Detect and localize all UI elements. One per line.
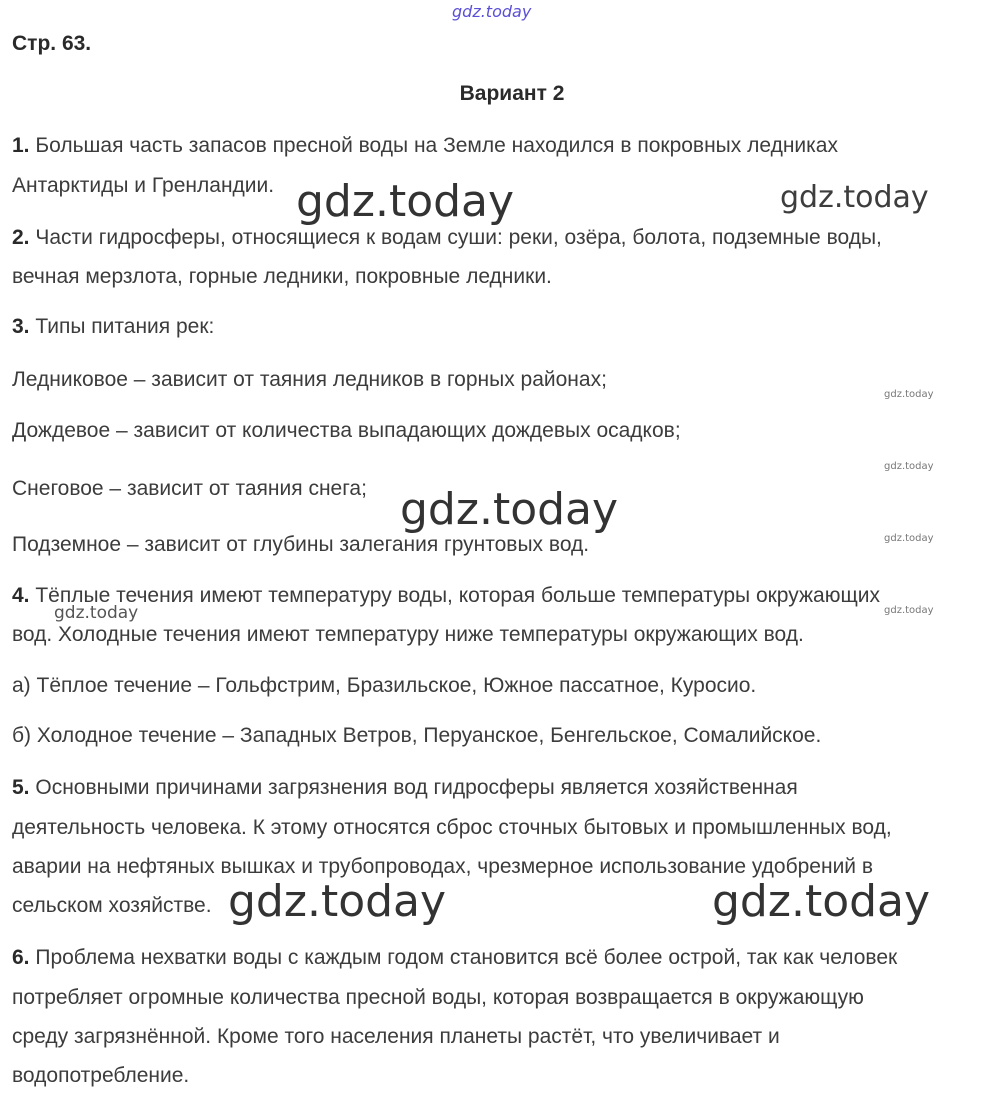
answer-1-line-1: 1. Большая часть запасов пресной воды на Земле находился в покровных ледниках [12, 134, 838, 157]
watermark: gdz.today [54, 603, 139, 623]
answer-5-number: 5. [12, 776, 30, 799]
river-feeding-rain: Дождевое – зависит от количества выпадающих дождевых осадков; [12, 419, 681, 442]
warm-currents: а) Тёплое течение – Гольфстрим, Бразильское, Южное пассатное, Куросио. [12, 674, 757, 697]
answer-2-number: 2. [12, 226, 30, 249]
watermark: gdz.today [296, 176, 515, 227]
watermark: gdz.today [712, 876, 931, 927]
variant-title: Вариант 2 [459, 82, 565, 105]
answer-3-number: 3. [12, 315, 30, 338]
watermark: gdz.today [780, 180, 929, 215]
answer-6-line-4: водопотребление. [12, 1064, 190, 1087]
answer-5-line-2: деятельность человека. К этому относятся сброс сточных бытовых и промышленных вод, [12, 816, 892, 839]
top-watermark: gdz.today [452, 2, 532, 21]
answer-2-line-1: 2. Части гидросферы, относящиеся к водам суши: реки, озёра, болота, подземные воды, [12, 226, 882, 249]
answer-4-line-2: вод. Холодные течения имеют температуру ниже температуры окружающих вод. [12, 623, 804, 646]
watermark: gdz.today [884, 533, 934, 544]
answer-6-line-2: потребляет огромные количества пресной воды, которая возвращается в окружающую [12, 986, 864, 1009]
answer-6-line-1: 6. Проблема нехватки воды с каждым годом становится всё более острой, так как человек [12, 946, 898, 969]
watermark: gdz.today [884, 389, 934, 400]
answer-5-line-4: сельском хозяйстве. [12, 894, 212, 917]
answer-6-number: 6. [12, 946, 30, 969]
answer-4-number: 4. [12, 584, 30, 607]
watermark: gdz.today [884, 461, 934, 472]
answer-5-line-3: аварии на нефтяных вышках и трубопроводах, чрезмерное использование удобрений в [12, 855, 874, 878]
cold-currents: б) Холодное течение – Западных Ветров, Перуанское, Бенгельское, Сомалийское. [12, 724, 822, 747]
answer-5-line-1: 5. Основными причинами загрязнения вод гидросферы является хозяйственная [12, 776, 798, 799]
watermark: gdz.today [400, 484, 619, 535]
answer-1-number: 1. [12, 134, 30, 157]
watermark: gdz.today [228, 876, 447, 927]
answer-3-line-1: 3. Типы питания рек: [12, 315, 215, 338]
river-feeding-glacial: Ледниковое – зависит от таяния ледников в горных районах; [12, 368, 607, 391]
answer-2-line-2: вечная мерзлота, горные ледники, покровные ледники. [12, 265, 552, 288]
answer-1-line-2: Антарктиды и Гренландии. [12, 174, 275, 197]
river-feeding-ground: Подземное – зависит от глубины залегания грунтовых вод. [12, 533, 590, 556]
watermark: gdz.today [884, 605, 934, 616]
page-reference: Стр. 63. [12, 32, 92, 55]
answer-6-line-3: среду загрязнённой. Кроме того населения планеты растёт, что увеличивает и [12, 1025, 780, 1048]
river-feeding-snow: Снеговое – зависит от таяния снега; [12, 477, 367, 500]
answer-4-line-1: 4. Тёплые течения имеют температуру воды, которая больше температуры окружающих [12, 584, 880, 607]
